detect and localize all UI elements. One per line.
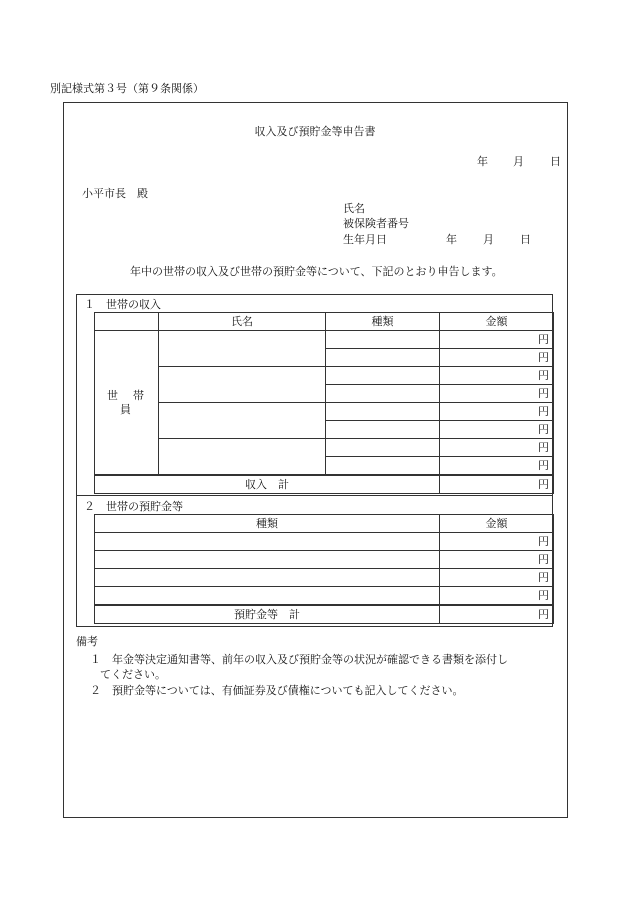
- household-member-label: 世 帯 員: [95, 331, 159, 476]
- date-year-label: 年: [477, 155, 488, 168]
- savings-type-cell[interactable]: [95, 587, 440, 606]
- income-header-type: 種類: [326, 313, 440, 331]
- income-total-label: 収入 計: [95, 475, 440, 494]
- income-table: [94, 312, 554, 494]
- addressee: 小平市長 殿: [82, 187, 148, 200]
- form-title: 収入及び預貯金等申告書: [254, 125, 376, 138]
- income-type-cell[interactable]: [326, 439, 440, 457]
- income-type-cell[interactable]: [326, 403, 440, 421]
- savings-amount-cell[interactable]: 円: [440, 533, 554, 551]
- savings-total-amount[interactable]: 円: [440, 605, 554, 624]
- member-name-cell[interactable]: [159, 367, 326, 403]
- income-amount-cell[interactable]: 円: [440, 403, 554, 421]
- notes-heading: 備考: [76, 635, 98, 648]
- savings-amount-cell[interactable]: 円: [440, 569, 554, 587]
- income-amount-cell[interactable]: 円: [440, 367, 554, 385]
- member-name-cell[interactable]: [159, 331, 326, 367]
- income-amount-cell[interactable]: 円: [440, 349, 554, 367]
- form-number: 別記様式第３号（第９条関係）: [50, 82, 204, 95]
- insured-number-label: 被保険者番号: [343, 217, 409, 230]
- income-type-cell[interactable]: [326, 331, 440, 349]
- savings-type-cell[interactable]: [95, 533, 440, 551]
- income-amount-cell[interactable]: 円: [440, 421, 554, 439]
- income-type-cell[interactable]: [326, 457, 440, 476]
- income-amount-cell[interactable]: 円: [440, 457, 554, 476]
- name-label: 氏名: [343, 202, 365, 215]
- savings-table: [94, 514, 554, 624]
- date-month-label: 月: [513, 155, 524, 168]
- date-day-label: 日: [550, 155, 561, 168]
- member-name-cell[interactable]: [159, 439, 326, 476]
- savings-header-amount: 金額: [440, 515, 554, 533]
- income-type-cell[interactable]: [326, 385, 440, 403]
- savings-type-cell[interactable]: [95, 569, 440, 587]
- income-amount-cell[interactable]: 円: [440, 385, 554, 403]
- savings-total-label: 預貯金等 計: [95, 605, 440, 624]
- birth-month-label: 月: [483, 233, 494, 246]
- note-2: ２ 預貯金等については、有価証券及び債権についても記入してください。: [90, 684, 464, 697]
- section-divider: [76, 495, 553, 496]
- income-type-cell[interactable]: [326, 367, 440, 385]
- income-header-amount: 金額: [440, 313, 554, 331]
- income-amount-cell[interactable]: 円: [440, 331, 554, 349]
- income-type-cell[interactable]: [326, 349, 440, 367]
- savings-amount-cell[interactable]: 円: [440, 551, 554, 569]
- section1-heading: １ 世帯の収入: [84, 298, 161, 311]
- income-amount-cell[interactable]: 円: [440, 439, 554, 457]
- birth-day-label: 日: [520, 233, 531, 246]
- note-1-line-2: てください。: [100, 668, 166, 681]
- income-header-blank: [95, 313, 159, 331]
- birthdate-label: 生年月日: [343, 233, 387, 246]
- member-name-cell[interactable]: [159, 403, 326, 439]
- section2-heading: ２ 世帯の預貯金等: [84, 500, 183, 513]
- savings-amount-cell[interactable]: 円: [440, 587, 554, 606]
- savings-header-type: 種類: [95, 515, 440, 533]
- income-type-cell[interactable]: [326, 421, 440, 439]
- declaration-text: 年中の世帯の収入及び世帯の預貯金等について、下記のとおり申告します。: [130, 265, 503, 278]
- savings-type-cell[interactable]: [95, 551, 440, 569]
- birth-year-label: 年: [446, 233, 457, 246]
- income-header-name: 氏名: [159, 313, 326, 331]
- income-total-amount[interactable]: 円: [440, 475, 554, 494]
- note-1-line-1: １ 年金等決定通知書等、前年の収入及び預貯金等の状況が確認できる書類を添付し: [90, 653, 508, 666]
